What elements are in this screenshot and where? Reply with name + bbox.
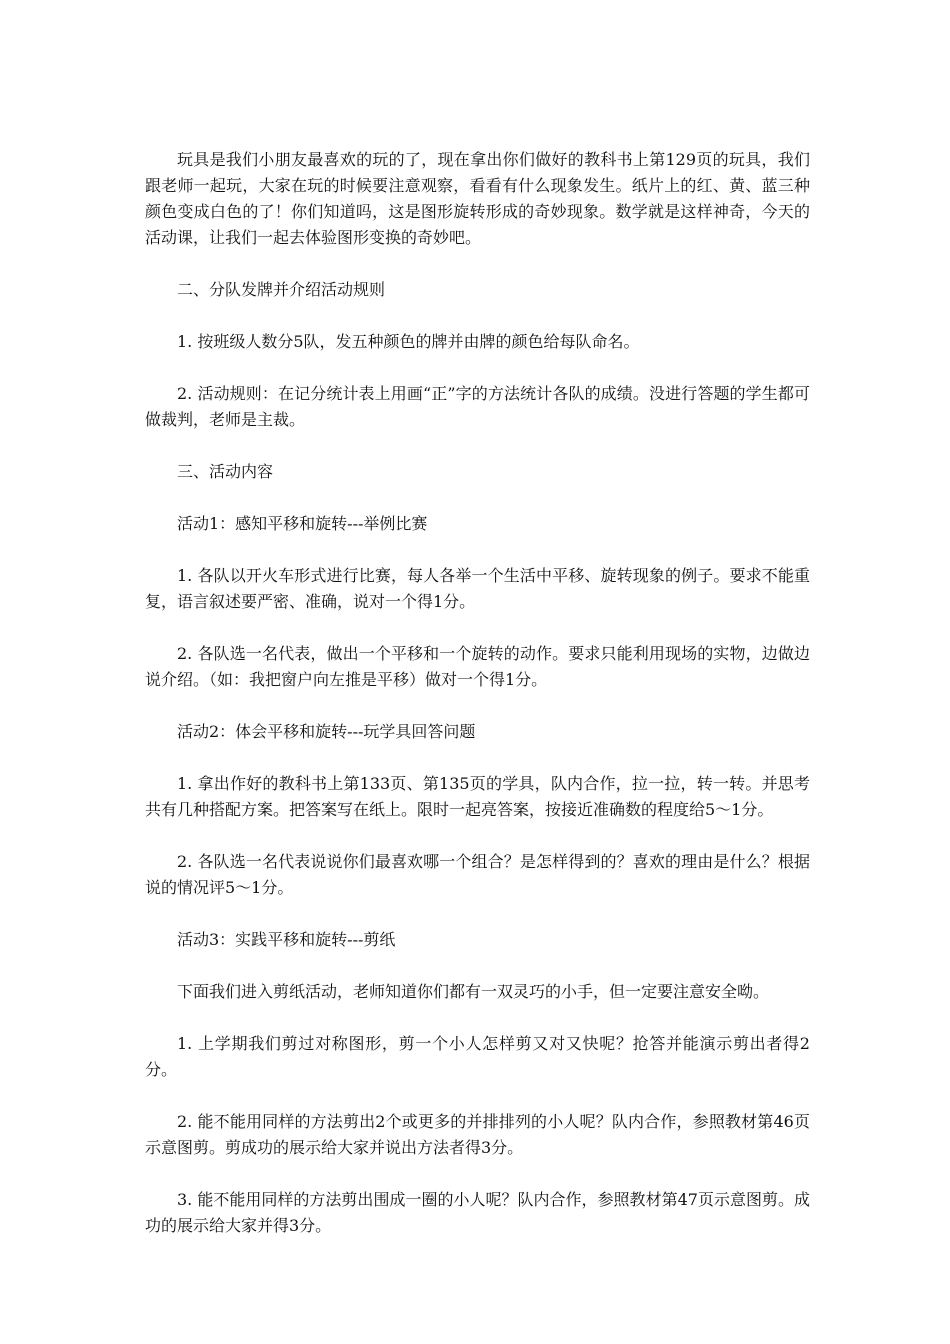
activity-1-item-1: 1. 各队以开火车形式进行比赛，每人各举一个生活中平移、旋转现象的例子。要求不能重复，语言叙述要严密、准确，说对一个得1分。 <box>145 566 810 611</box>
activity-1-heading: 活动1：感知平移和旋转---举例比赛 <box>177 514 428 533</box>
activity-3-item-3: 3. 能不能用同样的方法剪出围成一圈的小人呢？队内合作，参照教材第47页示意图剪。成功的展示给大家并得3分。 <box>145 1190 810 1235</box>
activity-3-intro: 下面我们进入剪纸活动，老师知道你们都有一双灵巧的小手，但一定要注意安全呦。 <box>177 982 770 1001</box>
activity-1-item-2: 2. 各队选一名代表，做出一个平移和一个旋转的动作。要求只能利用现场的实物，边做边说介绍。（如：我把窗户向左推是平移）做对一个得1分。 <box>145 644 810 689</box>
activity-3-heading: 活动3：实践平移和旋转---剪纸 <box>177 930 396 949</box>
rule-item-2: 2. 活动规则：在记分统计表上用画“正”字的方法统计各队的成绩。没进行答题的学生都可做裁判，老师是主裁。 <box>145 384 810 429</box>
intro-paragraph: 玩具是我们小朋友最喜欢的玩的了，现在拿出你们做好的教科书上第129页的玩具，我们跟老师一起玩，大家在玩的时候要注意观察，看看有什么现象发生。纸片上的红、黄、蓝三种颜色变成白色的了！你们知道吗，这是图形旋转形成的奇妙现象。数学就是这样神奇，今天的活动课，让我们一起去体验图形变换的奇妙吧。 <box>145 150 810 247</box>
activity-3-item-1: 1. 上学期我们剪过对称图形，剪一个小人怎样剪又对又快呢？抢答并能演示剪出者得2分。 <box>145 1034 810 1079</box>
section-heading-rules: 二、分队发牌并介绍活动规则 <box>177 280 386 299</box>
rule-item-1: 1. 按班级人数分5队，发五种颜色的牌并由牌的颜色给每队命名。 <box>177 332 640 351</box>
activity-3-item-2: 2. 能不能用同样的方法剪出2个或更多的并排排列的小人呢？队内合作，参照教材第46页示意图剪。剪成功的展示给大家并说出方法者得3分。 <box>145 1112 810 1157</box>
activity-2-item-2: 2. 各队选一名代表说说你们最喜欢哪一个组合？是怎样得到的？喜欢的理由是什么？根据说的情况评5～1分。 <box>145 852 810 897</box>
activity-2-item-1: 1. 拿出作好的教科书上第133页、第135页的学具，队内合作，拉一拉，转一转。并思考共有几种搭配方案。把答案写在纸上。限时一起亮答案，按接近准确数的程度给5～1分。 <box>145 774 810 819</box>
document-page <box>145 147 810 1239</box>
section-heading-content: 三、活动内容 <box>177 462 274 481</box>
activity-2-heading: 活动2：体会平移和旋转---玩学具回答问题 <box>177 722 476 741</box>
